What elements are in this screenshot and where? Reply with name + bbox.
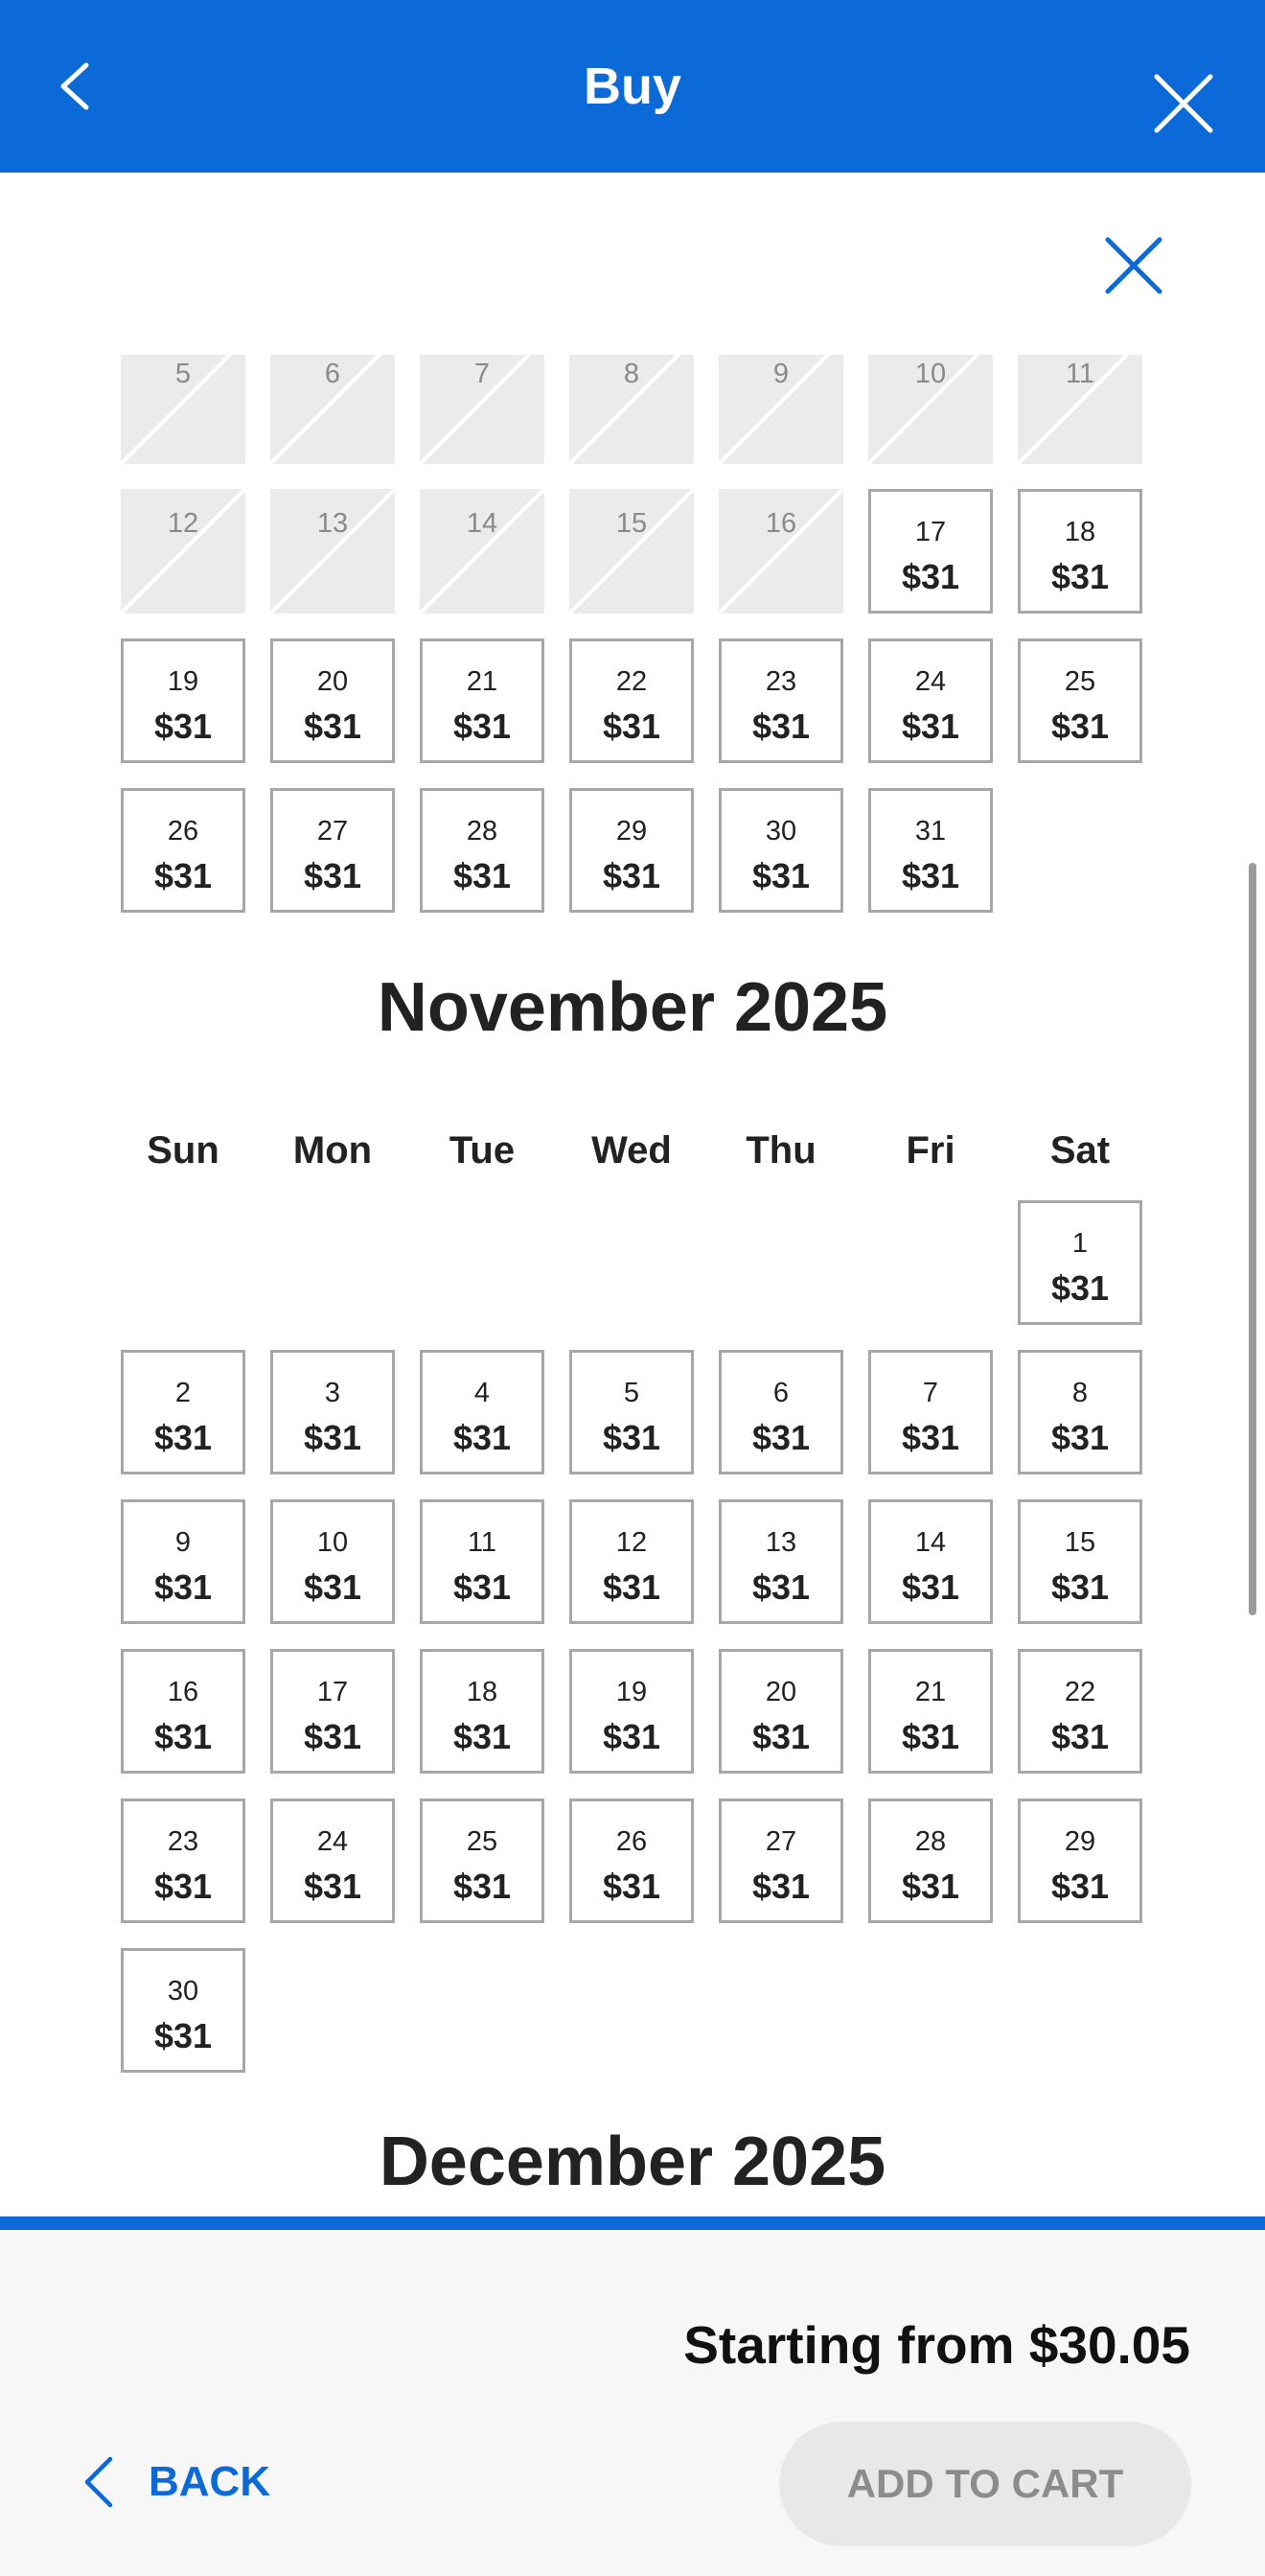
date-cell[interactable]	[1018, 489, 1142, 614]
date-number: 25	[466, 1826, 498, 1857]
date-price: $31	[1050, 707, 1110, 746]
back-button-label: BACK	[149, 2458, 271, 2505]
month-title-december: December 2025	[379, 2123, 886, 2200]
date-number: 11	[1065, 359, 1095, 389]
date-cell[interactable]	[868, 489, 993, 614]
chevron-left-icon	[81, 2455, 116, 2509]
date-cell[interactable]	[719, 1649, 843, 1774]
date-cell[interactable]	[270, 788, 395, 913]
date-cell[interactable]	[719, 638, 843, 763]
date-price: $31	[303, 1867, 362, 1906]
date-cell[interactable]	[420, 1350, 544, 1474]
date-number: 7	[922, 1378, 939, 1408]
date-price: $31	[153, 1717, 213, 1756]
date-cell[interactable]	[1018, 1649, 1142, 1774]
date-number: 17	[914, 517, 947, 547]
date-price: $31	[452, 1567, 512, 1607]
date-price: $31	[602, 856, 661, 895]
date-number: 20	[316, 666, 349, 697]
date-number: 12	[615, 1527, 648, 1558]
date-cell[interactable]	[270, 1799, 395, 1923]
date-price: $31	[751, 1717, 811, 1756]
close-icon[interactable]	[1152, 72, 1215, 135]
date-number: 13	[765, 1527, 797, 1558]
date-cell[interactable]	[121, 1350, 245, 1474]
weekday-wed: Wed	[591, 1129, 672, 1172]
weekday-mon: Mon	[292, 1129, 373, 1172]
date-price: $31	[901, 856, 960, 895]
date-cell[interactable]	[569, 638, 694, 763]
footer-bar	[0, 2216, 1265, 2576]
date-price: $31	[751, 707, 811, 746]
date-price: $31	[1050, 1717, 1110, 1756]
date-cell-unavailable	[121, 489, 245, 614]
date-price: $31	[153, 1418, 213, 1457]
add-to-cart-button[interactable]: ADD TO CART	[779, 2422, 1191, 2546]
date-cell[interactable]	[121, 1649, 245, 1774]
header-bar	[0, 0, 1265, 173]
date-number: 28	[914, 1826, 947, 1857]
date-price: $31	[452, 1867, 512, 1906]
date-price: $31	[452, 856, 512, 895]
date-cell-unavailable	[719, 355, 843, 464]
date-number: 23	[765, 666, 797, 697]
date-price: $31	[602, 707, 661, 746]
date-number: 2	[174, 1378, 192, 1408]
calendar-close-icon[interactable]	[1102, 234, 1165, 297]
date-number: 5	[623, 1378, 640, 1408]
date-cell[interactable]	[420, 1799, 544, 1923]
date-cell[interactable]	[420, 638, 544, 763]
calendar-scroll-area[interactable]	[0, 355, 1265, 2215]
date-price: $31	[303, 856, 362, 895]
date-number: 22	[615, 666, 648, 697]
date-price: $31	[901, 1867, 960, 1906]
date-number: 18	[1064, 517, 1096, 547]
weekday-thu: Thu	[746, 1129, 816, 1172]
date-number: 8	[1071, 1378, 1089, 1408]
weekday-header	[0, 1129, 1265, 1177]
date-number: 16	[167, 1677, 199, 1707]
date-price: $31	[303, 1418, 362, 1457]
date-number: 20	[765, 1677, 797, 1707]
date-number: 18	[466, 1677, 498, 1707]
date-number: 9	[772, 359, 790, 389]
back-arrow-icon[interactable]	[48, 58, 105, 115]
date-number: 27	[765, 1826, 797, 1857]
date-number: 13	[316, 508, 349, 539]
date-number: 16	[765, 508, 797, 539]
date-price: $31	[1050, 1567, 1110, 1607]
date-price: $31	[751, 856, 811, 895]
date-number: 15	[615, 508, 648, 539]
date-price: $31	[602, 1418, 661, 1457]
weekday-sun: Sun	[147, 1129, 219, 1172]
date-cell[interactable]	[121, 1499, 245, 1624]
date-cell-unavailable	[270, 489, 395, 614]
date-price: $31	[901, 707, 960, 746]
date-number: 7	[473, 359, 491, 389]
date-price: $31	[452, 1717, 512, 1756]
date-price: $31	[1050, 1418, 1110, 1457]
date-number: 5	[174, 359, 192, 389]
weekday-sat: Sat	[1049, 1129, 1111, 1172]
date-price: $31	[153, 2016, 213, 2055]
date-cell[interactable]	[270, 1649, 395, 1774]
date-number: 10	[316, 1527, 349, 1558]
weekday-fri: Fri	[906, 1129, 955, 1172]
date-number: 17	[316, 1677, 349, 1707]
date-number: 31	[914, 816, 947, 847]
date-number: 29	[615, 816, 648, 847]
date-cell-unavailable	[868, 355, 993, 464]
date-cell[interactable]	[569, 1649, 694, 1774]
date-number: 19	[167, 666, 199, 697]
date-cell[interactable]	[121, 788, 245, 913]
date-number: 27	[316, 816, 349, 847]
date-price: $31	[153, 856, 213, 895]
date-cell-unavailable	[569, 355, 694, 464]
date-number: 12	[167, 508, 199, 539]
date-number: 29	[1064, 1826, 1096, 1857]
date-cell[interactable]	[121, 638, 245, 763]
date-cell[interactable]	[868, 638, 993, 763]
date-cell[interactable]	[270, 638, 395, 763]
date-number: 30	[167, 1976, 199, 2007]
date-cell-unavailable	[270, 355, 395, 464]
date-price: $31	[303, 707, 362, 746]
page-title: Buy	[583, 58, 681, 115]
date-cell[interactable]	[1018, 1200, 1142, 1325]
date-number: 9	[174, 1527, 192, 1558]
date-number: 28	[466, 816, 498, 847]
date-cell[interactable]	[1018, 638, 1142, 763]
date-number: 4	[473, 1378, 491, 1408]
date-price: $31	[901, 1567, 960, 1607]
date-cell-unavailable	[420, 355, 544, 464]
date-cell[interactable]	[569, 1799, 694, 1923]
date-cell[interactable]	[1018, 1350, 1142, 1474]
date-number: 6	[324, 359, 341, 389]
date-number: 30	[765, 816, 797, 847]
weekday-tue: Tue	[448, 1129, 516, 1172]
date-cell-unavailable	[121, 355, 245, 464]
scrollbar[interactable]	[1249, 863, 1256, 1615]
date-cell[interactable]	[719, 1799, 843, 1923]
date-price: $31	[602, 1717, 661, 1756]
date-cell[interactable]	[868, 1799, 993, 1923]
date-price: $31	[901, 557, 960, 596]
date-number: 23	[167, 1826, 199, 1857]
date-price: $31	[153, 1867, 213, 1906]
date-cell[interactable]	[868, 1499, 993, 1624]
date-cell[interactable]	[719, 788, 843, 913]
date-cell-unavailable	[420, 489, 544, 614]
month-title-november: November 2025	[377, 969, 888, 1046]
date-price: $31	[901, 1717, 960, 1756]
starting-price: Starting from $30.05	[683, 2315, 1190, 2375]
date-price: $31	[602, 1567, 661, 1607]
date-price: $31	[751, 1418, 811, 1457]
date-cell[interactable]	[121, 1799, 245, 1923]
date-number: 14	[914, 1527, 947, 1558]
date-number: 19	[615, 1677, 648, 1707]
date-cell[interactable]	[569, 788, 694, 913]
date-cell[interactable]	[569, 1350, 694, 1474]
date-price: $31	[452, 1418, 512, 1457]
date-price: $31	[1050, 557, 1110, 596]
date-cell[interactable]	[868, 788, 993, 913]
date-price: $31	[901, 1418, 960, 1457]
date-cell[interactable]	[719, 1350, 843, 1474]
date-number: 6	[772, 1378, 790, 1408]
date-cell[interactable]	[270, 1350, 395, 1474]
date-cell-unavailable	[569, 489, 694, 614]
date-price: $31	[602, 1867, 661, 1906]
date-price: $31	[1050, 1867, 1110, 1906]
date-price: $31	[303, 1717, 362, 1756]
date-number: 11	[467, 1527, 497, 1558]
date-number: 26	[615, 1826, 648, 1857]
date-number: 21	[466, 666, 498, 697]
date-number: 26	[167, 816, 199, 847]
date-cell[interactable]	[569, 1499, 694, 1624]
date-price: $31	[751, 1867, 811, 1906]
date-number: 8	[623, 359, 640, 389]
date-cell[interactable]	[420, 788, 544, 913]
date-number: 3	[324, 1378, 341, 1408]
date-cell[interactable]	[121, 1948, 245, 2073]
date-number: 14	[466, 508, 498, 539]
date-cell[interactable]	[420, 1649, 544, 1774]
date-price: $31	[1050, 1268, 1110, 1308]
date-price: $31	[452, 707, 512, 746]
date-number: 10	[914, 359, 947, 389]
date-price: $31	[751, 1567, 811, 1607]
date-cell[interactable]	[420, 1499, 544, 1624]
date-number: 22	[1064, 1677, 1096, 1707]
date-cell-unavailable	[719, 489, 843, 614]
date-number: 24	[914, 666, 947, 697]
date-number: 15	[1064, 1527, 1096, 1558]
date-price: $31	[153, 707, 213, 746]
date-number: 25	[1064, 666, 1096, 697]
date-price: $31	[153, 1567, 213, 1607]
date-number: 24	[316, 1826, 349, 1857]
date-cell-unavailable	[1018, 355, 1142, 464]
date-cell[interactable]	[1018, 1499, 1142, 1624]
date-price: $31	[303, 1567, 362, 1607]
date-cell[interactable]	[868, 1350, 993, 1474]
date-cell[interactable]	[1018, 1799, 1142, 1923]
date-cell[interactable]	[719, 1499, 843, 1624]
date-number: 21	[914, 1677, 947, 1707]
date-cell[interactable]	[868, 1649, 993, 1774]
date-number: 1	[1071, 1228, 1089, 1259]
date-cell[interactable]	[270, 1499, 395, 1624]
back-button[interactable]	[81, 2448, 270, 2516]
